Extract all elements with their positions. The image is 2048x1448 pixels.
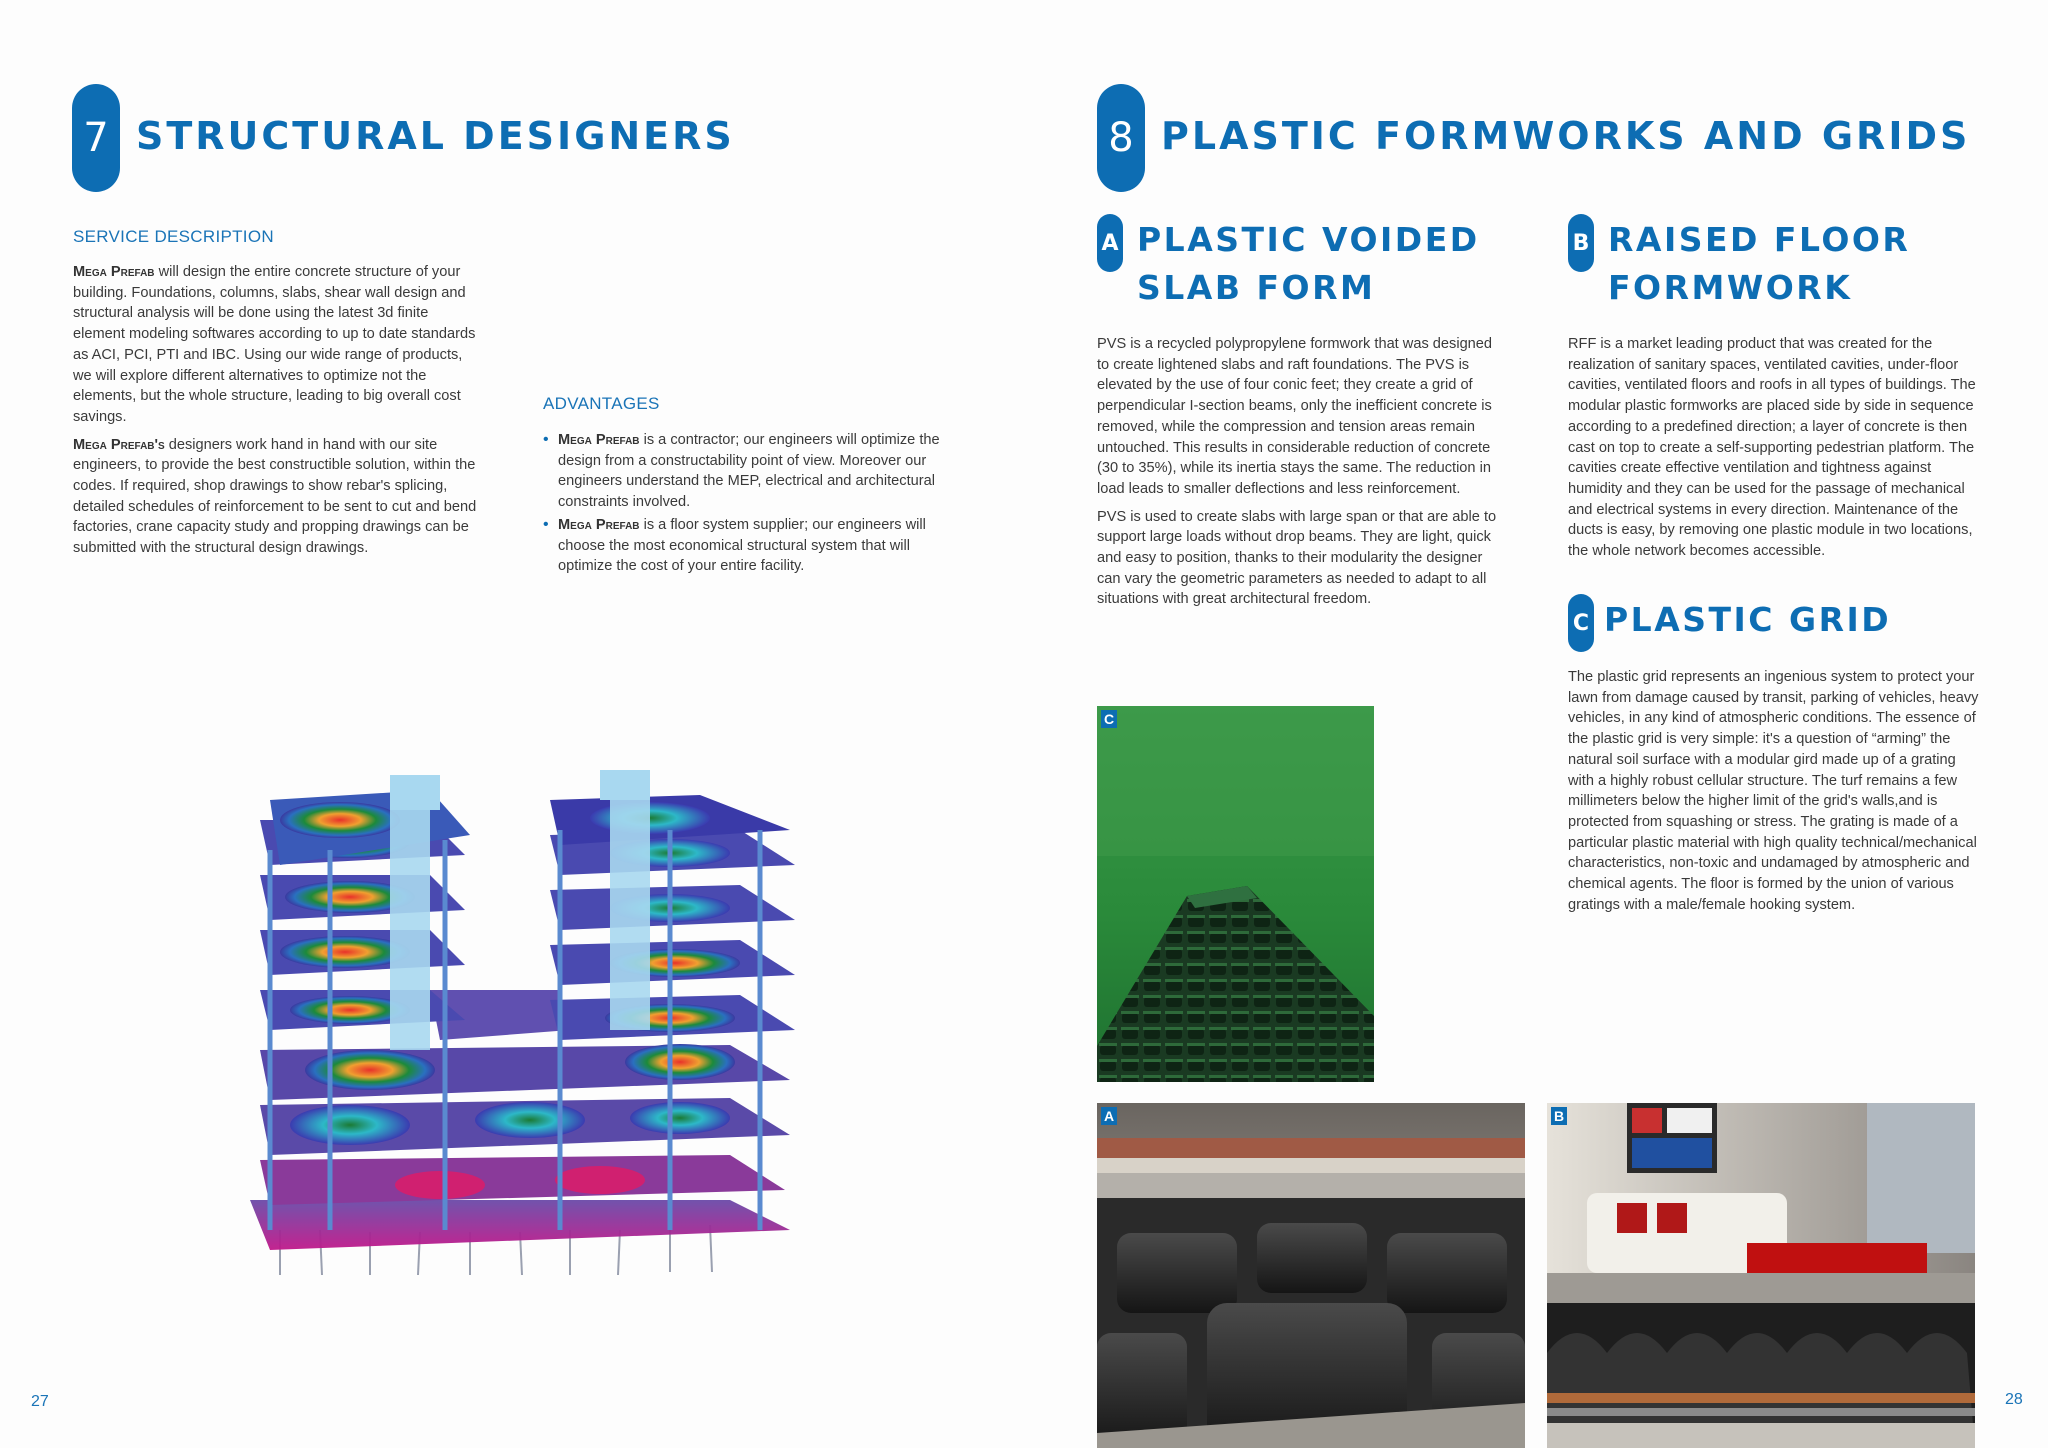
raised-floor-photo (1547, 1103, 1975, 1448)
title-line: PLASTIC VOIDED (1137, 220, 1480, 259)
brand-name: Mega Prefab (73, 264, 155, 280)
right-page (1024, 0, 2048, 1448)
list-item (543, 515, 953, 577)
raised-floor-image (1547, 1103, 1975, 1448)
section-number: 8 (1108, 115, 1134, 161)
subsection-a-title (1137, 216, 1480, 312)
subsection-c-title: PLASTIC GRID (1604, 600, 1892, 639)
subsection-b-badge (1568, 214, 1594, 272)
section-number-badge (72, 84, 120, 192)
list-item-text: is a floor system supplier; our engineers will choose the most economical structural system that will optimize the cost of your entire facility. (558, 516, 926, 575)
brand-name: Mega Prefab (558, 516, 640, 533)
advantages-list (543, 430, 953, 577)
photo-tag-c: C (1101, 710, 1117, 728)
title-line: FORMWORK (1608, 268, 1853, 307)
subsection-letter: B (1572, 230, 1590, 256)
subsection-c-badge (1568, 594, 1594, 652)
service-description-text (73, 262, 483, 566)
plastic-grid-photo (1097, 706, 1374, 1082)
page-number: 28 (2005, 1391, 2023, 1408)
page-title: PLASTIC FORMWORKS AND GRIDS (1161, 114, 1971, 158)
paragraph: PVS is used to create slabs with large span or that are able to support large loads without drop beams. They are light, quick and easy to position, thanks to their modularity the designer can vary the geometric parameters as needed to adapt to all situations with great architectural freedom. (1097, 508, 1497, 608)
page-number: 27 (31, 1393, 49, 1410)
page-title: STRUCTURAL DESIGNERS (136, 114, 735, 158)
paragraph: PVS is a recycled polypropylene formwork that was designed to create lightened slabs and raft foundations. The PVS is elevated by the use of four conic feet; they create a grid of perpendicular I-section beams, only the inefficient concrete is removed, while the compression and tension areas remain untouched. This results in considerable reduction of concrete (30 to 35%), while its inertia stays the same. The reduction in load leads to smaller deflections and less reinforcement. (1097, 336, 1493, 497)
paragraph: The plastic grid represents an ingenious system to protect your lawn from damage caused by transit, parking of vehicles, heavy vehicles, in any kind of atmospheric conditions. The essence of the plastic grid is very simple: it's a question of “arming” the natural soil surface with a modular gird made up of a grating with a highly robust cellular structure. The turf remains a few millimeters below the higher limit of the grid's walls,and is protected from squashing or stress. The grating is made of a particular plastic material with high quality technical/mechanical characteristics, non-toxic and undamaged by atmospheric and chemical agents. The floor is formed by the union of various gratings with a male/female hooking system. (1568, 669, 1979, 913)
subsection-c-text (1568, 667, 1980, 922)
subsection-letter: A (1101, 230, 1119, 256)
paragraph-text: will design the entire concrete structure of your building. Foundations, columns, slabs, shear wall design and structural analysis will be done using the latest 3d finite element modeling softwares according to up to date standards as ACI, PCI, PTI and IBC. Using our wide range of products, we will explore different alternatives to optimize not the elements, but the whole structure, leading to big overall cost savings. (73, 264, 476, 425)
photo-tag-b: B (1551, 1107, 1567, 1125)
paragraph-text: designers work hand in hand with our site engineers, to provide the best constructible solution, within the codes. If required, shop drawings to show rebar's splicing, detailed schedules of reinforcement to be sent to cut and bend factories, crane capacity study and propping drawings can be submitted with the structural design drawings. (73, 436, 477, 557)
subsection-letter: C (1572, 610, 1590, 636)
advantages-list-wrap (543, 430, 953, 579)
subsection-b-text (1568, 334, 1978, 569)
brand-name: Mega Prefab (558, 432, 640, 448)
section-number-badge (1097, 84, 1145, 192)
title-line: RAISED FLOOR (1608, 220, 1911, 259)
subsection-a-badge (1097, 214, 1123, 272)
section-number: 7 (83, 115, 109, 161)
service-paragraph-2 (73, 435, 483, 559)
brand-name: Mega Prefab's (73, 436, 165, 453)
list-item (543, 430, 953, 513)
title-line: SLAB FORM (1137, 268, 1376, 307)
list-item-text: is a contractor; our engineers will optimize the design from a constructability point of view. Moreover our engineers understand the MEP, electrical and architectural constraints involved. (558, 432, 940, 511)
service-paragraph-1 (73, 262, 483, 428)
photo-tag-a: A (1101, 1107, 1117, 1125)
voided-slab-image (1097, 1103, 1525, 1448)
advantages-heading: ADVANTAGES (543, 394, 660, 413)
subsection-b-title (1608, 216, 1910, 312)
subsection-a-text (1097, 334, 1507, 617)
plastic-grid-image (1097, 706, 1374, 1082)
voided-slab-photo (1097, 1103, 1525, 1448)
paragraph: RFF is a market leading product that was created for the realization of sanitary spaces, ventilated cavities, under-floor cavities, ventilated floors and roofs in all types of buildings. The modular plastic formworks are placed side by side in sequence according to a predefined direction; a layer of concrete is then cast on top to create a self-supporting pedestrian platform. The cavities create effective ventilation and tightness against humidity and they can be used for the passage of mechanical and electrical systems in every direction. Maintenance of the ducts is easy, by removing one plastic module in two locations, the whole network becomes accessible. (1568, 336, 1976, 560)
fem-building-model-image (230, 760, 800, 1280)
service-description-heading: SERVICE DESCRIPTION (73, 227, 274, 246)
